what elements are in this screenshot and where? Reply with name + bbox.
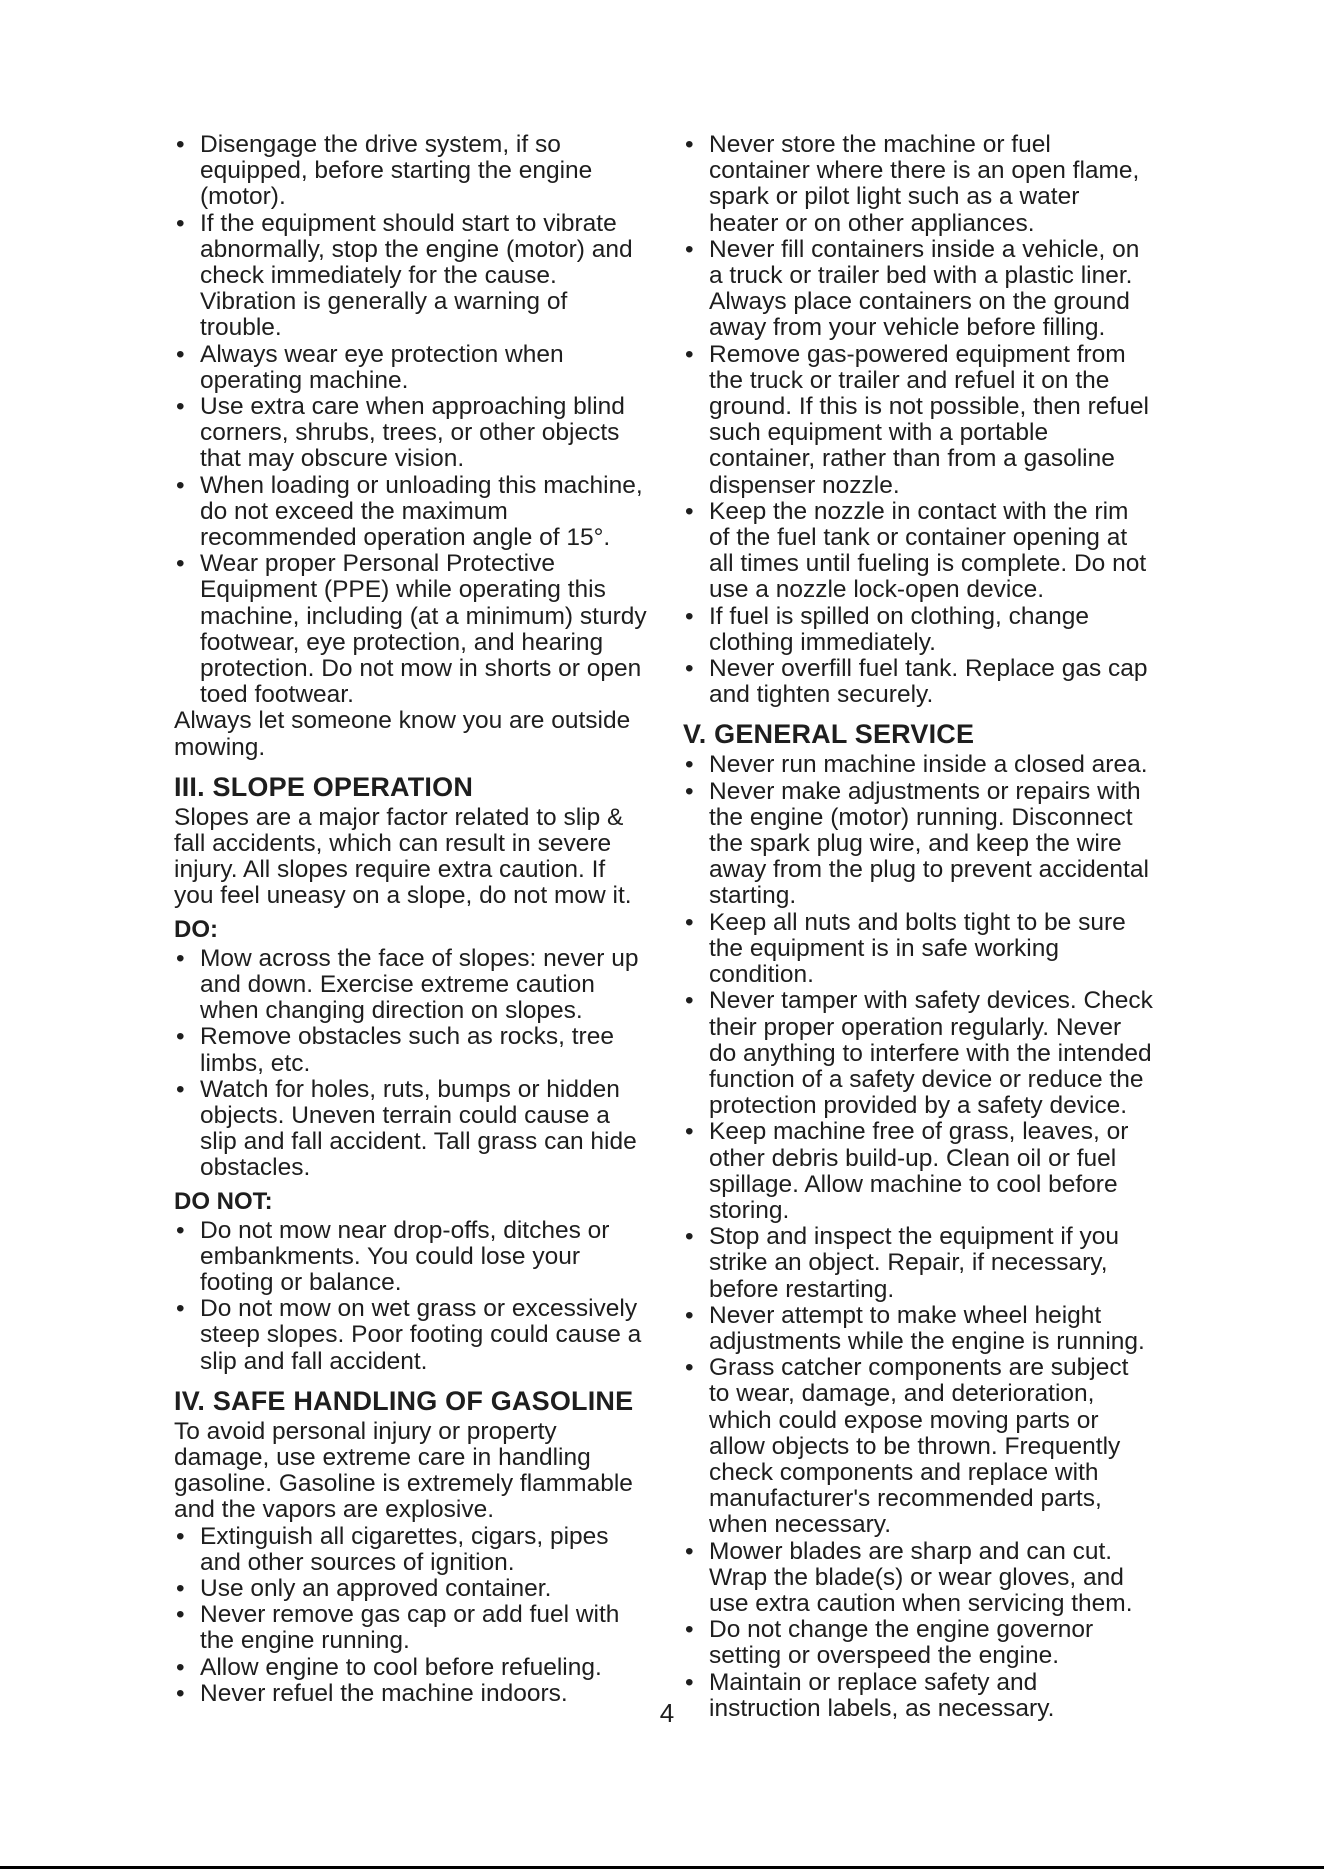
list-item: • Mow across the face of slopes: never up and down. Exercise extreme caution when changing direction on slopes. <box>174 946 650 1025</box>
section-heading-general-service: V. GENERAL SERVICE <box>683 719 975 750</box>
right-column <box>683 132 1155 1722</box>
list-item: • Never tamper with safety devices. Check their proper operation regularly. Never do anything to interfere with the intended function of a safety device or reduce the protection provided by a safety device. <box>683 988 1155 1119</box>
slope-intro: Slopes are a major factor related to slip & fall accidents, which can result in severe injury. All slopes require extra caution. If you feel uneasy on a slope, do not mow it. <box>174 803 632 910</box>
list-item: • Grass catcher components are subject to wear, damage, and deterioration, which could expose moving parts or allow objects to be thrown. Frequently check components and replace with manufacturer's recommended parts, when necessary. <box>683 1355 1155 1538</box>
do-not-list <box>174 1218 650 1375</box>
list-item: • Never fill containers inside a vehicle, on a truck or trailer bed with a plastic liner. Always place containers on the ground away from your vehicle before filling. <box>683 237 1155 342</box>
list-item: • Never overfill fuel tank. Replace gas cap and tighten securely. <box>683 656 1155 708</box>
list-item: • Do not mow near drop-offs, ditches or embankments. You could lose your footing or balance. <box>174 1218 650 1297</box>
list-item: • Keep the nozzle in contact with the rim of the fuel tank or container opening at all times until fueling is complete. Do not use a nozzle lock-open device. <box>683 499 1155 604</box>
list-item: • Never run machine inside a closed area. <box>683 752 1155 778</box>
list-item: • Mower blades are sharp and can cut. Wrap the blade(s) or wear gloves, and use extra caution when servicing them. <box>683 1539 1155 1618</box>
section-heading-slope-operation: III. SLOPE OPERATION <box>174 771 474 802</box>
do-heading: DO: <box>174 915 218 943</box>
list-item: • Use extra care when approaching blind corners, shrubs, trees, or other objects that may obscure vision. <box>174 394 650 473</box>
closing-note: Always let someone know you are outside mowing. <box>174 707 631 761</box>
gasoline-intro: To avoid personal injury or property damage, use extreme care in handling gasoline. Gasoline is extremely flammable and the vapors are explosive. <box>174 1417 633 1524</box>
section-heading-safe-handling-gasoline: IV. SAFE HANDLING OF GASOLINE <box>174 1385 634 1416</box>
list-item: • If the equipment should start to vibrate abnormally, stop the engine (motor) and check immediately for the cause. Vibration is generally a warning of trouble. <box>174 211 650 342</box>
list-item: • Do not mow on wet grass or excessively steep slopes. Poor footing could cause a slip and fall accident. <box>174 1296 650 1375</box>
list-item: • Remove gas-powered equipment from the truck or trailer and refuel it on the ground. If this is not possible, then refuel such equipment with a portable container, rather than from a gasoline dispenser nozzle. <box>683 342 1155 499</box>
list-item: • Never refuel the machine indoors. <box>174 1681 650 1707</box>
list-item: • Never remove gas cap or add fuel with the engine running. <box>174 1602 650 1654</box>
list-item: • Never attempt to make wheel height adjustments while the engine is running. <box>683 1303 1155 1355</box>
list-item: • Never make adjustments or repairs with the engine (motor) running. Disconnect the spark plug wire, and keep the wire away from the plug to prevent accidental starting. <box>683 779 1155 910</box>
gasoline-list-continued <box>683 132 1155 708</box>
list-item: • When loading or unloading this machine, do not exceed the maximum recommended operation angle of 15°. <box>174 473 650 552</box>
do-not-heading: DO NOT: <box>174 1187 273 1215</box>
list-item: • Stop and inspect the equipment if you strike an object. Repair, if necessary, before restarting. <box>683 1224 1155 1303</box>
bottom-rule <box>0 1866 1324 1869</box>
list-item: • Keep machine free of grass, leaves, or other debris build-up. Clean oil or fuel spillage. Allow machine to cool before storing. <box>683 1119 1155 1224</box>
list-item: • Keep all nuts and bolts tight to be sure the equipment is in safe working condition. <box>683 910 1155 989</box>
list-item: • Remove obstacles such as rocks, tree limbs, etc. <box>174 1024 650 1076</box>
list-item: • Allow engine to cool before refueling. <box>174 1655 650 1681</box>
safety-list-continued <box>174 132 650 708</box>
list-item: • Wear proper Personal Protective Equipment (PPE) while operating this machine, including (at a minimum) sturdy footwear, eye protection, and hearing protection. Do not mow in shorts or open toed footwear. <box>174 551 650 708</box>
page-number: 4 <box>659 1698 675 1728</box>
list-item: • Use only an approved container. <box>174 1576 650 1602</box>
list-item: • Watch for holes, ruts, bumps or hidden objects. Uneven terrain could cause a slip and fall accident. Tall grass can hide obstacles. <box>174 1077 650 1182</box>
list-item: • Always wear eye protection when operating machine. <box>174 342 650 394</box>
list-item: • Disengage the drive system, if so equipped, before starting the engine (motor). <box>174 132 650 211</box>
service-list <box>683 752 1155 1722</box>
gasoline-list <box>174 1524 650 1707</box>
do-list <box>174 946 650 1182</box>
list-item: • Do not change the engine governor setting or overspeed the engine. <box>683 1617 1155 1669</box>
left-column <box>174 132 650 1707</box>
list-item: • If fuel is spilled on clothing, change clothing immediately. <box>683 604 1155 656</box>
list-item: • Extinguish all cigarettes, cigars, pipes and other sources of ignition. <box>174 1524 650 1576</box>
list-item: • Maintain or replace safety and instruction labels, as necessary. <box>683 1670 1155 1722</box>
list-item: • Never store the machine or fuel container where there is an open flame, spark or pilot light such as a water heater or on other appliances. <box>683 132 1155 237</box>
